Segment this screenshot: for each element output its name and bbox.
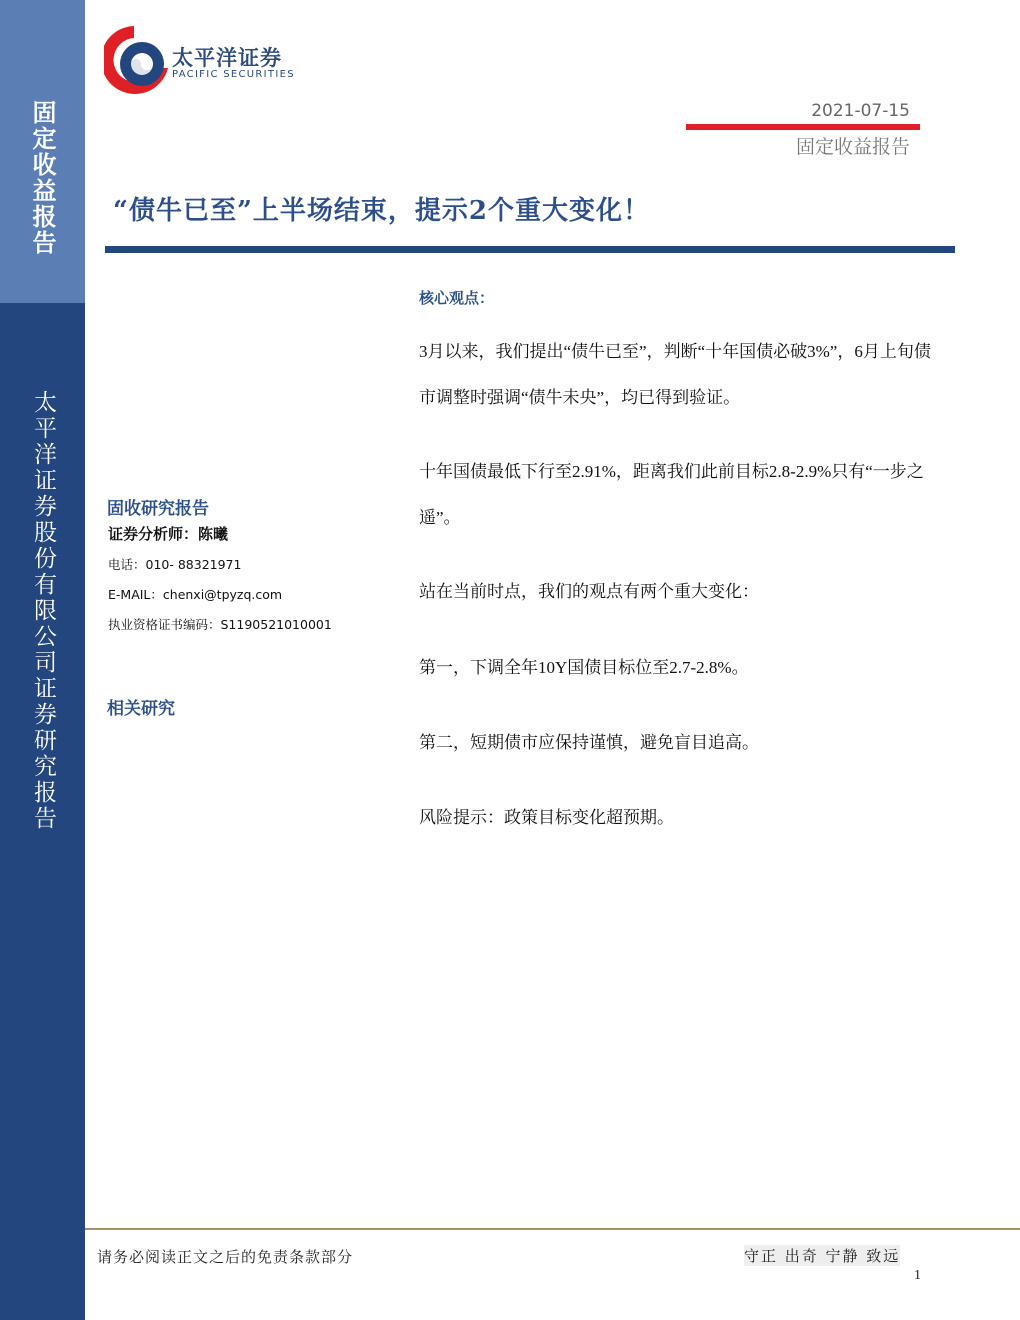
report-category: 固定收益报告 — [795, 136, 910, 158]
report-date: 2021-07-15 — [811, 101, 910, 121]
title-divider — [105, 246, 955, 253]
core-paragraph-3: 站在当前时点，我们的观点有两个重大变化： — [419, 582, 759, 601]
analyst-name: 证券分析师：陈曦 — [108, 525, 229, 543]
sidebar-report-type: 固定收益报告 — [28, 100, 57, 256]
footer-divider — [85, 1228, 1020, 1230]
core-paragraph-5: 第二，短期债市应保持谨慎，避免盲目追高。 — [419, 733, 759, 752]
risk-warning: 风险提示：政策目标变化超预期。 — [419, 808, 674, 827]
analyst-email[interactable]: E-MAIL：chenxi@tpyzq.com — [108, 587, 283, 602]
footer-disclaimer: 请务必阅读正文之后的免责条款部分 — [97, 1248, 354, 1266]
core-views-heading: 核心观点： — [419, 289, 495, 307]
report-series-heading: 固收研究报告 — [107, 499, 209, 519]
footer-motto: 守正 出奇 宁静 致远 — [744, 1247, 901, 1265]
core-paragraph-2: 十年国债最低下行至2.91%，距离我们此前目标2.8-2.9%只有“一步之遥”。 — [419, 462, 924, 527]
sidebar-company-label: 太平洋证券股份有限公司证券研究报告 — [30, 390, 56, 832]
date-underline — [686, 124, 920, 130]
logo-english-name: PACIFIC SECURITIES — [172, 69, 295, 80]
core-paragraph-1: 3月以来，我们提出“债牛已至”，判断“十年国债必破3%”，6月上旬债市调整时强调“债牛未央”，均已得到验证。 — [419, 342, 931, 407]
related-research-heading: 相关研究 — [107, 699, 175, 719]
analyst-certificate: 执业资格证书编码：S1190521010001 — [108, 617, 332, 632]
page-title: “债牛已至”上半场结束，提示2个重大变化！ — [113, 196, 651, 226]
analyst-phone: 电话：010- 88321971 — [108, 557, 242, 572]
core-paragraph-4: 第一，下调全年10Y国债目标位至2.7-2.8%。 — [419, 658, 749, 677]
logo-chinese-name: 太平洋证券 — [172, 46, 282, 70]
page-number: 1 — [914, 1268, 921, 1283]
